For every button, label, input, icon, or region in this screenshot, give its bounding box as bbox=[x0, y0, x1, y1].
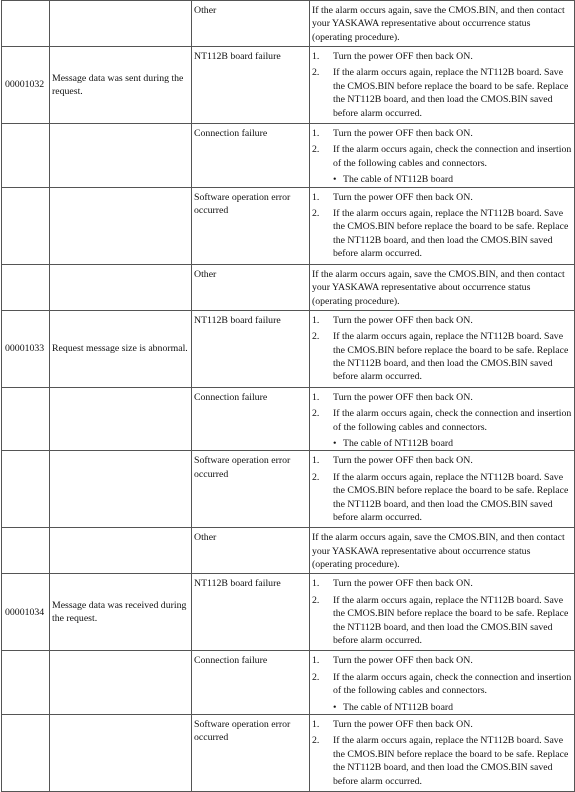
cause-cell bbox=[192, 47, 310, 124]
remedy-step bbox=[312, 391, 572, 404]
step-text: Turn the power OFF then back ON. bbox=[333, 128, 473, 140]
remedy-step bbox=[312, 191, 572, 204]
alarm-description: Message data was sent during the request. bbox=[52, 72, 184, 98]
remedy-step bbox=[312, 734, 572, 788]
remedy-cell bbox=[310, 187, 575, 264]
step-number: 2. bbox=[312, 594, 320, 606]
step-number: 2. bbox=[312, 208, 320, 220]
step-number: 2. bbox=[312, 671, 320, 683]
cause-cell bbox=[192, 528, 310, 574]
table-row bbox=[2, 451, 575, 528]
cause-text: Other bbox=[194, 532, 217, 544]
table-row bbox=[2, 310, 575, 387]
alarm-code-cell bbox=[2, 451, 50, 528]
remedy-cell bbox=[310, 124, 575, 188]
remedy-steps bbox=[312, 577, 572, 647]
step-number: 1. bbox=[312, 455, 320, 467]
alarm-code-cell bbox=[2, 124, 50, 188]
table-row bbox=[2, 715, 575, 792]
remedy-steps bbox=[312, 127, 572, 187]
alarm-code-cell bbox=[2, 187, 50, 264]
remedy-cell bbox=[310, 387, 575, 451]
remedy-steps bbox=[312, 454, 572, 524]
remedy-step bbox=[312, 718, 572, 731]
alarm-description-cell bbox=[50, 47, 192, 124]
remedy-steps bbox=[312, 50, 572, 120]
step-number: 1. bbox=[312, 719, 320, 731]
sub-item bbox=[333, 701, 572, 714]
alarm-description-cell bbox=[50, 264, 192, 310]
alarm-description-cell bbox=[50, 387, 192, 451]
remedy-step bbox=[312, 594, 572, 648]
alarm-description: Request message size is abnormal. bbox=[52, 343, 188, 354]
alarm-code-cell bbox=[2, 47, 50, 124]
remedy-step bbox=[312, 50, 572, 63]
step-text: Turn the power OFF then back ON. bbox=[333, 578, 473, 590]
alarm-description-cell bbox=[50, 1, 192, 47]
remedy-steps bbox=[312, 654, 572, 714]
cause-cell bbox=[192, 387, 310, 451]
bullet-icon: • bbox=[333, 174, 337, 186]
alarm-code-cell bbox=[2, 387, 50, 451]
alarm-code-cell bbox=[2, 528, 50, 574]
remedy-steps bbox=[312, 718, 572, 788]
cause-text: Connection failure bbox=[194, 391, 268, 403]
step-text: If the alarm occurs again, replace the NT112B board. Save the CMOS.BIN before replace the board to be safe. Replace the NT112B board, and then load the CMOS.BIN saved before alarm occurred. bbox=[333, 331, 569, 383]
alarm-code-cell bbox=[2, 715, 50, 792]
step-text: If the alarm occurs again, replace the NT112B board. Save the CMOS.BIN before replace the board to be safe. Replace the NT112B board, and then load the CMOS.BIN saved before alarm occurred. bbox=[333, 208, 569, 260]
step-text: If the alarm occurs again, replace the NT112B board. Save the CMOS.BIN before replace the board to be safe. Replace the NT112B board, and then load the CMOS.BIN saved before alarm occurred. bbox=[333, 594, 569, 646]
alarm-code: 00001034 bbox=[5, 606, 45, 618]
remedy-cell bbox=[310, 1, 575, 47]
table-row bbox=[2, 187, 575, 264]
alarm-description: Message data was received during the request. bbox=[52, 599, 187, 625]
sub-item bbox=[333, 173, 572, 186]
remedy-step bbox=[312, 330, 572, 384]
remedy-step bbox=[312, 127, 572, 140]
step-text: Turn the power OFF then back ON. bbox=[333, 719, 473, 731]
step-number: 2. bbox=[312, 471, 320, 483]
remedy-steps bbox=[312, 391, 572, 451]
remedy-steps bbox=[312, 191, 572, 261]
sub-item-text: The cable of NT112B board bbox=[343, 174, 454, 186]
cause-cell bbox=[192, 715, 310, 792]
cause-cell bbox=[192, 187, 310, 264]
cause-cell bbox=[192, 451, 310, 528]
alarm-code-cell bbox=[2, 651, 50, 715]
cause-text: Other bbox=[194, 5, 217, 16]
remedy-step bbox=[312, 654, 572, 667]
cause-cell bbox=[192, 310, 310, 387]
step-number: 1. bbox=[312, 191, 320, 203]
step-number: 2. bbox=[312, 67, 320, 79]
table-row bbox=[2, 574, 575, 651]
step-text: If the alarm occurs again, replace the NT112B board. Save the CMOS.BIN before replace the board to be safe. Replace the NT112B board, and then load the CMOS.BIN saved before alarm occurred. bbox=[333, 67, 569, 119]
cause-text: Connection failure bbox=[194, 128, 268, 140]
step-number: 1. bbox=[312, 51, 320, 62]
sub-item bbox=[333, 437, 572, 450]
remedy-step bbox=[312, 314, 572, 327]
alarm-description-cell bbox=[50, 715, 192, 792]
cause-text: NT112B board failure bbox=[194, 314, 281, 326]
alarm-description-cell bbox=[50, 651, 192, 715]
alarm-table bbox=[1, 0, 575, 792]
step-text: If the alarm occurs again, check the connection and insertion of the following cables and connectors. bbox=[333, 144, 572, 169]
cause-text: Other bbox=[194, 268, 217, 280]
step-number: 1. bbox=[312, 314, 320, 326]
remedy-step bbox=[312, 143, 572, 170]
table-row bbox=[2, 264, 575, 310]
sub-item-text: The cable of NT112B board bbox=[343, 701, 454, 713]
cause-text: NT112B board failure bbox=[194, 51, 281, 62]
alarm-description-cell bbox=[50, 310, 192, 387]
cause-text: Software operation error occurred bbox=[194, 719, 291, 744]
remedy-cell bbox=[310, 47, 575, 124]
table-row bbox=[2, 1, 575, 47]
cause-cell bbox=[192, 574, 310, 651]
cause-cell bbox=[192, 651, 310, 715]
alarm-code-cell bbox=[2, 1, 50, 47]
remedy-step bbox=[312, 66, 572, 120]
step-number: 1. bbox=[312, 655, 320, 667]
step-text: If the alarm occurs again, replace the NT112B board. Save the CMOS.BIN before replace the board to be safe. Replace the NT112B board, and then load the CMOS.BIN saved before alarm occurred. bbox=[333, 735, 569, 787]
alarm-table-body bbox=[2, 1, 575, 792]
remedy-cell bbox=[310, 715, 575, 792]
bullet-icon: • bbox=[333, 701, 337, 713]
alarm-description-cell bbox=[50, 451, 192, 528]
remedy-step bbox=[312, 407, 572, 434]
remedy-step bbox=[312, 207, 572, 261]
table-row bbox=[2, 651, 575, 715]
alarm-description-cell bbox=[50, 124, 192, 188]
alarm-description-cell bbox=[50, 528, 192, 574]
remedy-step bbox=[312, 454, 572, 467]
table-row bbox=[2, 528, 575, 574]
remedy-steps bbox=[312, 314, 572, 384]
table-row bbox=[2, 124, 575, 188]
remedy-cell bbox=[310, 651, 575, 715]
step-text: Turn the power OFF then back ON. bbox=[333, 314, 473, 326]
cause-cell bbox=[192, 1, 310, 47]
remedy-step bbox=[312, 671, 572, 698]
cause-text: Software operation error occurred bbox=[194, 191, 291, 217]
step-number: 2. bbox=[312, 144, 320, 156]
step-text: If the alarm occurs again, replace the NT112B board. Save the CMOS.BIN before replace the board to be safe. Replace the NT112B board, and then load the CMOS.BIN saved before alarm occurred. bbox=[333, 471, 569, 523]
step-number: 1. bbox=[312, 391, 320, 403]
step-text: Turn the power OFF then back ON. bbox=[333, 51, 473, 62]
table-row bbox=[2, 387, 575, 451]
cause-text: Software operation error occurred bbox=[194, 455, 291, 480]
step-number: 2. bbox=[312, 331, 320, 343]
cause-cell bbox=[192, 124, 310, 188]
remedy-text: If the alarm occurs again, save the CMOS.BIN, and then contact your YASKAWA representative about occurrence status (operating procedure). bbox=[312, 5, 565, 43]
alarm-description-cell bbox=[50, 574, 192, 651]
remedy-step bbox=[312, 471, 572, 525]
alarm-code: 00001032 bbox=[5, 79, 45, 91]
cause-text: NT112B board failure bbox=[194, 578, 281, 590]
alarm-code-cell bbox=[2, 574, 50, 651]
remedy-cell bbox=[310, 574, 575, 651]
step-text: Turn the power OFF then back ON. bbox=[333, 655, 473, 667]
step-number: 1. bbox=[312, 578, 320, 590]
step-number: 2. bbox=[312, 735, 320, 747]
step-number: 1. bbox=[312, 128, 320, 140]
alarm-description-cell bbox=[50, 187, 192, 264]
step-text: If the alarm occurs again, check the connection and insertion of the following cables and connectors. bbox=[333, 408, 572, 433]
remedy-cell bbox=[310, 528, 575, 574]
step-text: Turn the power OFF then back ON. bbox=[333, 191, 473, 203]
sub-item-text: The cable of NT112B board bbox=[343, 437, 454, 449]
remedy-cell bbox=[310, 451, 575, 528]
cause-cell bbox=[192, 264, 310, 310]
remedy-step bbox=[312, 577, 572, 590]
step-text: If the alarm occurs again, check the connection and insertion of the following cables and connectors. bbox=[333, 671, 572, 697]
cause-text: Connection failure bbox=[194, 655, 268, 667]
bullet-icon: • bbox=[333, 437, 337, 449]
step-text: Turn the power OFF then back ON. bbox=[333, 391, 473, 403]
step-text: Turn the power OFF then back ON. bbox=[333, 455, 473, 467]
step-number: 2. bbox=[312, 408, 320, 420]
remedy-text: If the alarm occurs again, save the CMOS.BIN, and then contact your YASKAWA representative about occurrence status (operating procedure). bbox=[312, 268, 565, 307]
table-row bbox=[2, 47, 575, 124]
alarm-code-cell bbox=[2, 264, 50, 310]
remedy-cell bbox=[310, 310, 575, 387]
alarm-code: 00001033 bbox=[5, 343, 45, 354]
remedy-text: If the alarm occurs again, save the CMOS.BIN, and then contact your YASKAWA representative about occurrence status (operating procedure). bbox=[312, 532, 565, 571]
alarm-code-cell bbox=[2, 310, 50, 387]
remedy-cell bbox=[310, 264, 575, 310]
